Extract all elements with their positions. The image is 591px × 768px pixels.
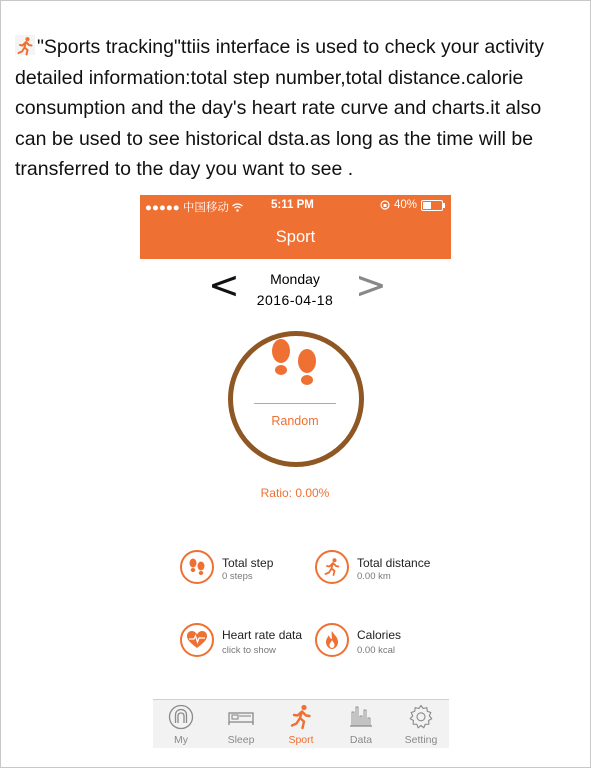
total-step-title: Total step [222,556,274,570]
calories-icon[interactable] [315,623,349,657]
ring-mode-label: Random [271,414,319,428]
tab-sleep[interactable] [213,700,269,748]
footprints-icon [187,557,207,577]
calories-title: Calories [357,628,402,642]
date-label: 2016-04-18 [256,292,334,308]
battery-icon [421,200,443,211]
intro-line: consumption and the day's heart rate curve and charts.it also [15,97,542,119]
carrier-label [145,199,243,215]
next-day-button[interactable]: > [355,263,387,307]
tab-label: Setting [404,734,438,746]
ring-divider [254,403,336,404]
running-icon [322,557,342,577]
total-distance-icon[interactable] [315,550,349,584]
ratio-label: Ratio: 0.00% [260,486,330,500]
total-step-value: 0 steps [222,571,253,582]
tab-setting[interactable] [393,700,449,748]
footprints-icon [267,337,323,393]
status-time: 5:11 PM [271,199,314,211]
page-title: Sport [275,228,316,246]
intro-line: "Sports tracking"ttiis interface is used to check your activity [37,36,544,58]
tab-label: Sport [288,734,314,746]
tab-my[interactable] [153,700,209,748]
running-icon [15,35,35,55]
running-icon [287,704,315,730]
intro-text [15,32,577,185]
tab-data[interactable] [333,700,389,748]
tab-bar [153,699,449,748]
app-header [140,195,451,259]
bed-icon [227,704,255,730]
total-distance-value: 0.00 km [357,571,391,582]
user-icon [167,704,195,730]
battery-indicator [380,199,443,211]
carrier-text: ●●●●● 中国移动 [145,202,229,214]
total-step-icon[interactable] [180,550,214,584]
battery-percent: 40% [393,199,417,211]
tab-label: Sleep [227,734,255,746]
bar-chart-icon [347,704,375,730]
flame-icon [323,630,341,650]
heart-rate-button[interactable] [180,623,214,657]
intro-line: can be used to see historical dsta.as long as the time will be [15,127,534,150]
tab-label: My [174,734,188,746]
heart-rate-title[interactable]: Heart rate data [222,628,303,642]
heart-rate-hint[interactable]: click to show [222,645,276,656]
intro-line: transferred to the day you want to see . [15,158,354,180]
calories-value: 0.00 kcal [357,645,396,656]
tab-sport[interactable] [273,700,329,748]
previous-day-button[interactable]: < [208,263,240,307]
status-bar [140,195,451,215]
total-distance-title: Total distance [357,556,431,570]
tab-label: Data [349,734,373,746]
wifi-icon [232,203,243,212]
gear-icon [407,704,435,730]
intro-line: detailed information:total step number,total distance.calorie [15,66,524,89]
day-label: Monday [270,271,320,287]
heart-pulse-icon [186,630,208,650]
rotation-lock-icon [380,200,390,210]
